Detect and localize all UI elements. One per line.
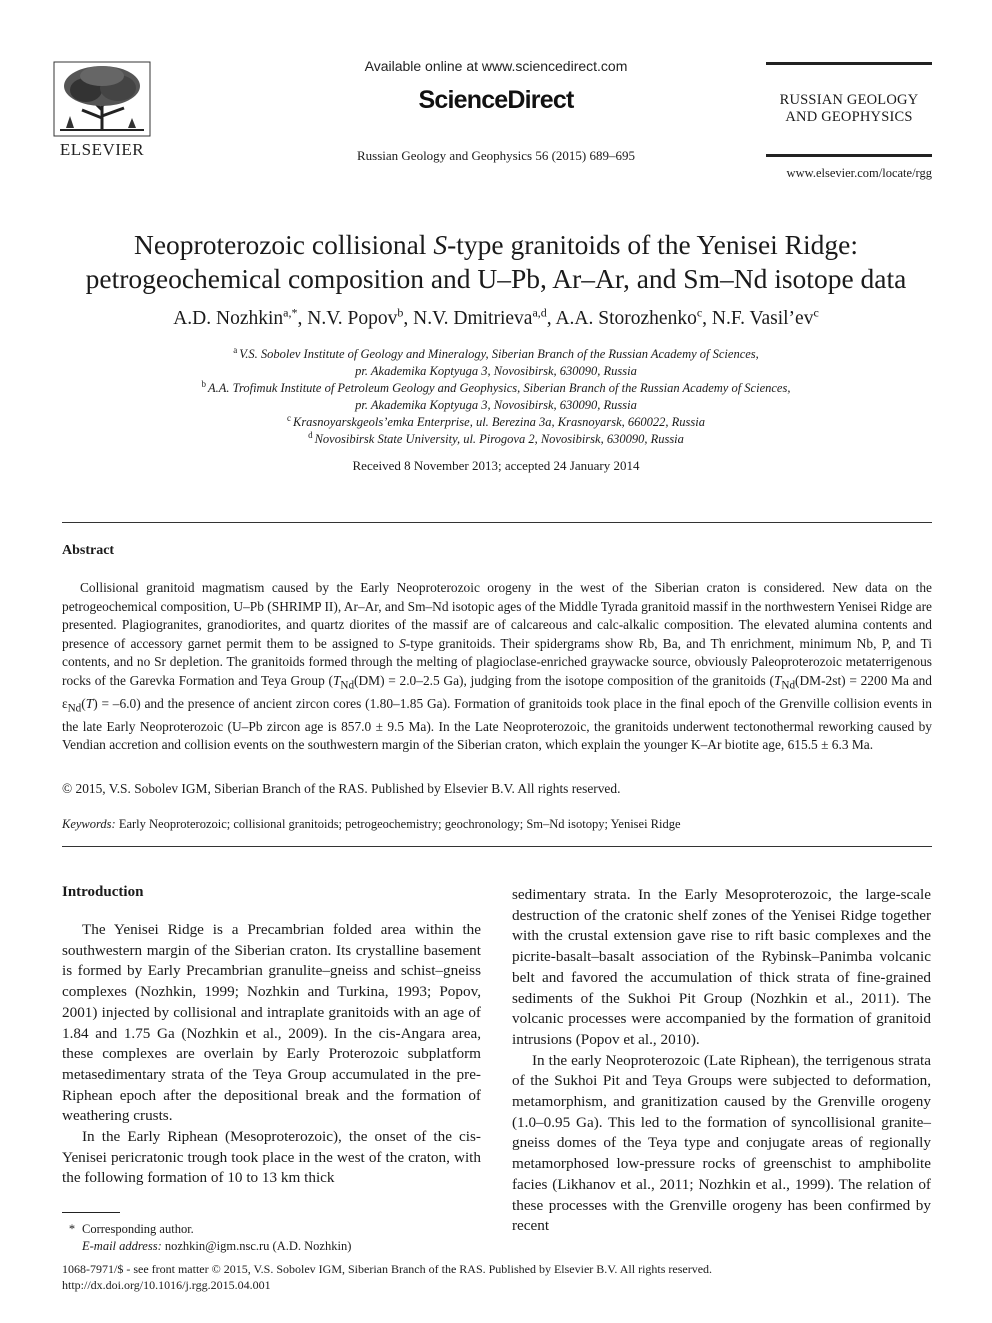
title-line2: petrogeochemical composition and U–Pb, Ar–Ar, and Sm–Nd isotope data (85, 263, 907, 294)
journal-title-line1: RUSSIAN GEOLOGY (779, 92, 919, 108)
doi-link[interactable]: http://dx.doi.org/10.1016/j.rgg.2015.04.001 (62, 1278, 271, 1292)
title-line1: Neoproterozoic collisional S-type granitoids of the Yenisei Ridge: (133, 229, 859, 260)
author[interactable]: A.D. Nozhkin$^{a,*}$ (173, 305, 298, 329)
email-address[interactable]: E-mail address: nozhkin@igm.nsc.ru (A.D. Nozhkin) (82, 1239, 352, 1253)
elsevier-wordmark: ELSEVIER (59, 140, 145, 159)
abstract-top-rule (62, 522, 932, 523)
right-column (512, 885, 931, 1237)
journal-url[interactable]: www.elsevier.com/locate/rgg (786, 166, 932, 180)
affiliation-a: $^a$ V.S. Sobolev Institute of Geology and Mineralogy, Siberian Branch of the Russian Academy of Sciences, (233, 344, 759, 361)
corresponding-author: * Corresponding author. (68, 1222, 194, 1236)
paragraph: In the Early Riphean (Mesoproterozoic), the onset of the cis-Yenisei pericratonic trough took place in the west of the craton, with the following formation of 10 to 13 km thick (62, 1128, 481, 1187)
affiliation-d: $^d$ Novosibirsk State University, ul. Pirogova 2, Novosibirsk, 630090, Russia (308, 429, 684, 446)
journal-citation: Russian Geology and Geophysics 56 (2015) 689–695 (356, 148, 636, 163)
elsevier-logo (52, 60, 152, 160)
journal-title-line2: AND GEOPHYSICS (785, 109, 913, 125)
author[interactable]: N.V. Popov$^b$ (307, 305, 404, 329)
abstract-bottom-rule (62, 846, 932, 847)
article-title (40, 228, 952, 296)
paragraph: The Yenisei Ridge is a Precambrian folded area within the southwestern margin of the Siberian craton. Its crystalline basement is formed by Early Precambrian granulite–gneiss and schist–gneiss complexes (Nozhkin, 1999; Nozhkin and Turkina, 1993; Popov, 2001) injected by collisional and intraplate granitoids with an age of 1.84 and 1.75 Ga (Nozhkin et al., 2009). In the cis-Angara area, these complexes are overlain by Early Proterozoic subplatform metasedimentary strata of the Teya Group accumulated in the pre-Riphean epoch after the depositional break and the formation of weathering crusts. (62, 921, 481, 1125)
footnote (62, 1221, 481, 1255)
abstract-heading: Abstract (62, 543, 115, 558)
affiliation-c: $^c$ Krasnoyarskgeols’emka Enterprise, ul. Berezina 3a, Krasnoyarsk, 660022, Russia (286, 412, 705, 429)
page-footer (62, 1261, 932, 1293)
author[interactable]: N.F. $Vasil’ev^c$ (711, 305, 819, 329)
sciencedirect-brand: ScienceDirect (418, 86, 574, 114)
affiliation-b-address: pr. Akademika Koptyuga 3, Novosibirsk, 630090, Russia (355, 398, 637, 412)
journal-title (766, 92, 932, 126)
paragraph: In the early Neoproterozoic (Late Riphean), the terrigenous strata of the Sukhoi Pit and Teya Groups were subjected to deformation, metamorphism, and granitization caused by the Grenville orogeny (1.0–0.95 Ga). This led to the formation of syncollisional granite–gneiss domes of the Teya type and conjugate areas of regionally metamorphosed low-pressure rocks of greenschist to amphibolite facies (Likhanov et al., 2011; Nozhkin et al., 1999). The relation of these processes with the Grenville orogeny has been confirmed by recent (512, 1051, 931, 1235)
journal-title-top-rule (766, 62, 932, 65)
introduction-heading: Introduction (62, 884, 144, 900)
paragraph: sedimentary strata. In the Early Mesoproterozoic, the large-scale destruction of the cratonic shelf zones of the Yenisei Ridge together with the crustal extension gave rise to rift basic complexes and the picrite-basalt–basalt association of the Rybinsk–Panimba volcanic belt and favored the accumulation of thick strata of fine-grained sediments of the Sukhoi Pit Group (Nozhkin et al., 2011). The volcanic processes were accompanied by the formation of granitoid intrusions (Popov et al., 2010). (512, 886, 931, 1048)
author-list: A.D. Nozhkin$^{a,*}$, N.V. Popov$^b$, N.V. Dmitrieva$^{a,d}$, A.A. Storozhenko$^c$, N.F. $Vasil’ev^c$ (173, 305, 819, 329)
received-dates: Received 8 November 2013; accepted 24 January 2014 (352, 458, 640, 473)
elsevier-tree-icon (52, 60, 152, 138)
footnote-rule (62, 1212, 120, 1213)
abstract-text: Collisional granitoid magmatism caused by the Early Neoproterozoic orogeny in the west of the Siberian craton is considered. New data on the petrogeochemical composition, U–Pb (SHRIMP II), Ar–Ar, and Sm–Nd isotopic ages of the Middle Tyrada granitoid massif in the northwestern Yenisei Ridge are presented. Plagiogranites, granodiorites, and quartz diorites of the massif are of calcareous and calc-alkalic composition. The elevated alumina contents and presence of accessory garnet permit them to be assigned to S-type granitoids. Their spidergrams show Rb, Ba, and Th enrichment, minimum Nb, P, and Ti contents, and no Sr depletion. The granitoids formed through the melting of plagioclase-enriched graywacke source, obviously Paleoproterozoic metaterrigenous rocks of the Garevka Formation and Teya Group ($T_{Nd}(DM) = 2.0-2.5$ Ga), judging from the isotope composition of the granitoids ($T_{Nd}(DM-2st) = 2200$ Ma and $\varepsilon_{Nd}(T) = -6.0$) and the presence of ancient zircon cores (1.80–1.85 Ga). Formation of granitoids took place in the final epoch of the Grenville collision events in the late Early Neoproterozoic (U–Pb zircon age is 857.0 ± 9.5 Ma). In the Late Neoproterozoic, the granitoids underwent tectonothermal reworking caused by Vendian accretion and collision events on the southwestern margin of the Siberian craton, which explain the younger K–Ar biotite age, 615.5 ± 6.3 Ma. (62, 580, 932, 753)
journal-title-bottom-rule (766, 154, 932, 157)
copyright-notice: © 2015, V.S. Sobolev IGM, Siberian Branch of the RAS. Published by Elsevier B.V. All rights reserved. (62, 781, 621, 796)
available-online[interactable]: Available online at www.sciencedirect.com (364, 58, 628, 74)
left-column (62, 920, 481, 1189)
author[interactable]: A.A. Storozhenko$^c$ (555, 305, 703, 329)
author[interactable]: N.V. Dmitrieva$^{a,d}$ (413, 305, 547, 329)
affiliations (60, 346, 932, 448)
affiliation-a-address: pr. Akademika Koptyuga 3, Novosibirsk, 630090, Russia (355, 364, 637, 378)
keywords: Keywords: Early Neoproterozoic; collisional granitoids; petrogeochemistry; geochronology; Sm–Nd isotopy; Yenisei Ridge (62, 817, 681, 831)
affiliation-b: $^b$ A.A. Trofimuk Institute of Petroleum Geology and Geophysics, Siberian Branch of the Russian Academy of Sciences, (201, 378, 791, 395)
front-matter: 1068-7971/$ - see front matter © 2015, V.S. Sobolev IGM, Siberian Branch of the RAS. Published by Elsevier B.V. All rights reserved. (62, 1262, 713, 1276)
